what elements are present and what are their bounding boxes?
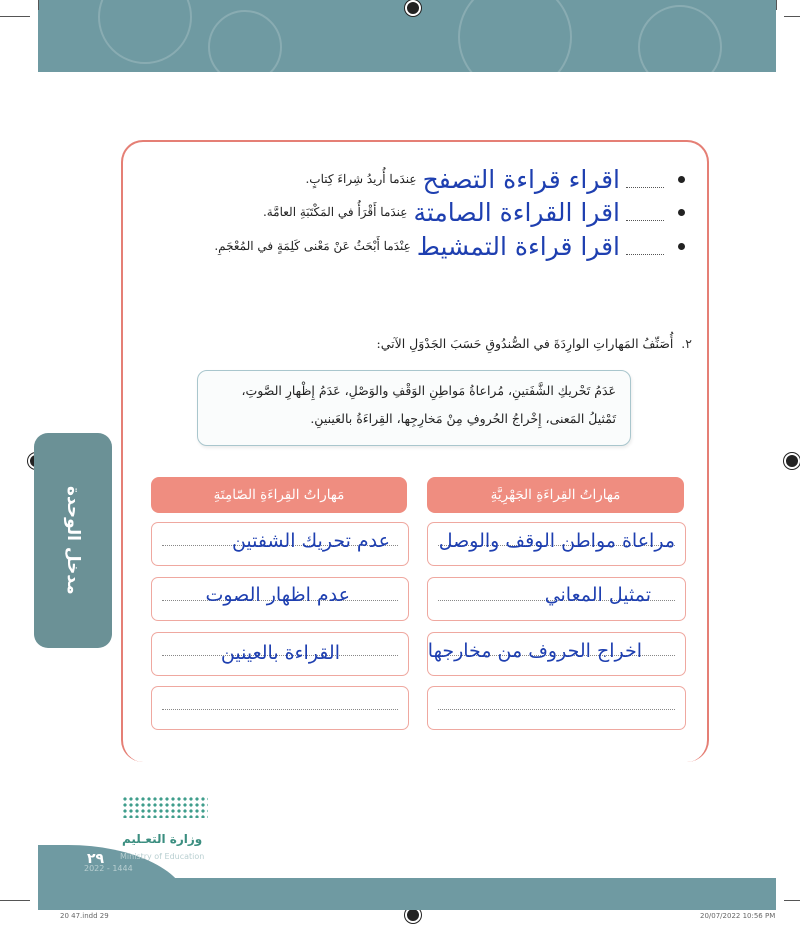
bullet-prompt: عِندَما أَقْرَأُ في المَكْتَبَةِ العامَّة. [262, 205, 408, 219]
answer-dotted-line [626, 204, 664, 221]
bullet-item [305, 165, 685, 193]
answer-dotted-line [626, 171, 664, 188]
page-number: ٢٩ [87, 851, 105, 867]
question-text: أُصَنِّفُ المَهاراتِ الوارِدَةَ في الصُّندُوقِ حَسَبَ الجَدْوَلِ الآتي: [376, 336, 674, 351]
answer-dotted-line [626, 238, 664, 255]
registration-mark-top [405, 0, 421, 16]
bullet-prompt: عِنْدَما أَبْحَثُ عَنْ مَعْنى كَلِمَةٍ في المُعْجَمِ. [214, 239, 411, 253]
handwritten-answer: اقراء قراءة التصفح [422, 164, 620, 194]
word-bank-line: عَدَمُ تَحْريكِ الشَّفَتينِ، مُراعاةُ مَواطِنِ الوَقْفِ والوَصْلِ، عَدَمُ إِظْهارِ الصَّوتِ، [241, 383, 616, 398]
bullet-prompt: عِندَما أُريدُ شِراءَ كِتابٍ. [305, 172, 417, 186]
bullet-item [263, 198, 685, 226]
ministry-logo-icon [122, 796, 208, 818]
registration-mark-right [784, 453, 800, 469]
question-number: ٢. [681, 336, 692, 351]
column-header-oral-reading: مَهاراتُ القِراءَةِ الجَهْرِيَّةِ [427, 477, 684, 513]
word-bank-box [197, 370, 631, 446]
column-header-silent-reading: مَهاراتُ القِراءَةِ الصّامِتَةِ [151, 477, 407, 513]
footer-band [38, 878, 776, 910]
ministry-name: وزارة التعـليم [122, 832, 203, 846]
word-bank-line: تَمْثيلُ المَعنى، إِخْراجُ الحُروفِ مِنْ مَخارِجِها، القِراءَةُ بالعَينينِ. [310, 411, 616, 426]
bullet-dot-icon [678, 243, 685, 250]
answer-cell-silent[interactable] [151, 686, 409, 730]
bullet-item [214, 232, 685, 260]
handwritten-table-answer: مراعاة مواطن الوقف والوصل [438, 530, 675, 552]
handwritten-table-answer: تمثيل المعاني [544, 584, 651, 606]
edition-year: 2022 - 1444 [84, 864, 133, 873]
handwritten-answer: اقرا قراءة التمشيط [416, 231, 620, 261]
print-slug-file: 20 47.indd 29 [60, 912, 109, 920]
answer-cell-oral[interactable] [427, 686, 686, 730]
ministry-name-en: Ministry of Education [120, 852, 205, 861]
handwritten-table-answer: اخراج الحروف من مخارجها [427, 640, 642, 662]
print-slug-date: 20/07/2022 10:56 PM [700, 912, 776, 920]
handwritten-answer: اقرا القراءة الصامتة [413, 197, 620, 227]
handwritten-table-answer: عدم تحريك الشفتين [231, 530, 390, 552]
unit-side-tab-label: مدخل الوحدة [63, 486, 83, 595]
handwritten-table-answer: عدم اظهار الصوت [205, 584, 350, 606]
bullet-dot-icon [678, 176, 685, 183]
bullet-dot-icon [678, 209, 685, 216]
handwritten-table-answer: القراءة بالعينين [220, 642, 340, 664]
question-heading [377, 336, 693, 351]
